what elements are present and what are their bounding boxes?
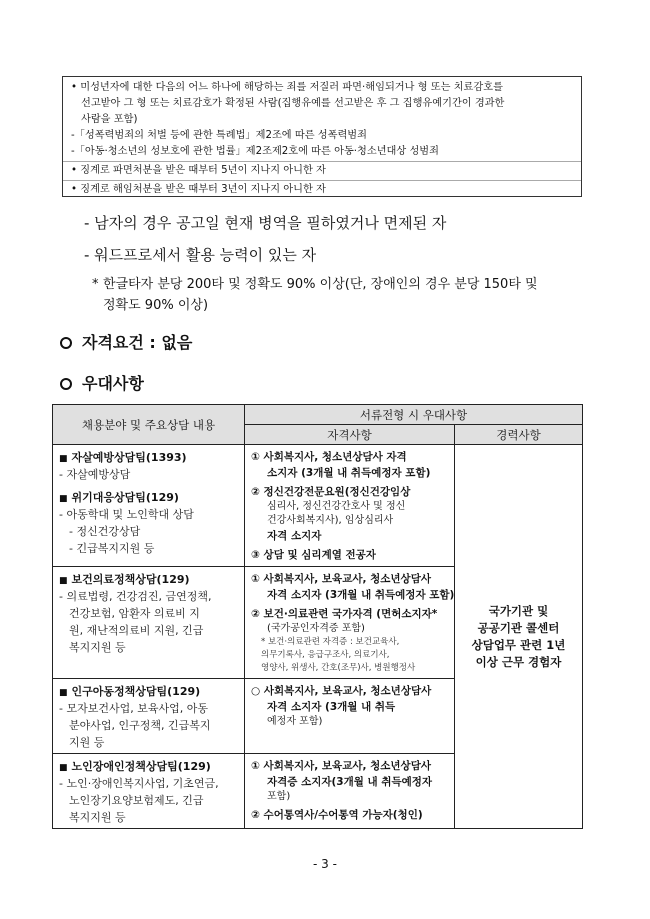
certification-cell	[245, 567, 455, 679]
circle-bullet-icon	[60, 378, 72, 390]
certification-line: 예정자 포함)	[267, 716, 323, 727]
table-row	[53, 445, 583, 567]
notice-line: • 징계로 파면처분을 받은 때부터 5년이 지나지 아니한 자	[71, 165, 326, 176]
team-title: ■ 자살예방상담팀(1393)	[59, 451, 187, 464]
header-certification: 자격사항	[245, 425, 455, 445]
duty-item: 복지지원 등	[69, 641, 126, 654]
certification-cell	[245, 445, 455, 567]
disqualification-notice-box	[62, 76, 582, 197]
duty-item: - 의료법령, 건강검진, 금연정책,	[59, 590, 212, 603]
team-title: ■ 보건의료정책상담(129)	[59, 573, 190, 586]
typing-note-line-1: 한글타자 분당 200타 및 정확도 90% 이상(단, 장애인의 경우 분당 150타 및	[103, 277, 538, 292]
preference-heading: 우대사항	[60, 371, 144, 394]
team-title: ■ 노인장애인정책상담팀(129)	[59, 760, 211, 773]
certification-line: 포함)	[267, 791, 291, 802]
circle-bullet-icon	[60, 337, 72, 349]
duty-item: 지원 등	[69, 736, 105, 749]
square-bullet-icon: ■	[59, 688, 68, 698]
certification-line: 자격 소지자 (3개월 내 취득예정자 포함)	[267, 589, 455, 601]
notice-line: -「아동·청소년의 성보호에 관한 법률」제2조제2호에 따른 아동·청소년대상 성범죄	[71, 146, 439, 157]
certification-cell	[245, 754, 455, 829]
certification-line: ○ 사회복지사, 보육교사, 청소년상담사	[251, 685, 432, 697]
qualification-heading: 자격요건 : 없음	[60, 330, 192, 353]
notice-line: 선고받아 그 형 또는 치료감호가 확정된 사람(집행유예를 선고받은 후 그 집행유예기간이 경과한	[81, 98, 505, 109]
team-title: ■ 위기대응상담팀(129)	[59, 491, 179, 504]
career-line: 상담업무 관련 1년	[471, 637, 566, 652]
duty-item: - 노인·장애인복지사업, 기초연금,	[59, 777, 219, 790]
duty-item: - 자살예방상담	[59, 468, 131, 481]
certification-line: (국가공인자격증 포함)	[267, 623, 365, 634]
certification-cell	[245, 679, 455, 754]
square-bullet-icon: ■	[59, 494, 68, 504]
square-bullet-icon: ■	[59, 454, 68, 464]
duty-item: - 아동학대 및 노인학대 상담	[59, 508, 194, 521]
duty-item: 복지지원 등	[69, 811, 126, 824]
career-line: 국가기관 및	[488, 603, 549, 618]
team-title: ■ 인구아동정책상담팀(129)	[59, 685, 201, 698]
page-number: - 3 -	[313, 857, 337, 871]
certification-line: 자격 소지자 (3개월 내 취득	[267, 701, 396, 713]
certification-line: ① 사회복지사, 청소년상담사 자격	[251, 451, 407, 463]
certification-line: ③ 상담 및 심리계열 전공자	[251, 549, 376, 561]
header-document-preference: 서류전형 시 우대사항	[245, 405, 583, 425]
header-field: 채용분야 및 주요상담 내용	[53, 405, 245, 445]
note-marker: *	[92, 277, 99, 292]
duty-item: - 정신건강상담	[69, 525, 141, 538]
notice-line: -「성폭력범죄의 처벌 등에 관한 특례법」제2조에 따른 성폭력범죄	[71, 130, 367, 141]
certification-line: ① 사회복지사, 보육교사, 청소년상담사	[251, 573, 431, 585]
certification-line: ② 수어통역사/수어통역 가능자(청인)	[251, 809, 423, 821]
field-cell	[53, 567, 245, 679]
header-career: 경력사항	[455, 425, 583, 445]
certification-line: 영양사, 위생사, 간호(조무)사, 병원행정사	[261, 663, 416, 673]
career-line: 공공기관 콜센터	[477, 620, 560, 635]
notice-line: • 징계로 해임처분을 받은 때부터 3년이 지나지 아니한 자	[71, 184, 326, 195]
certification-line: 심리사, 정신건강간호사 및 정신	[267, 501, 406, 512]
typing-note-line-2: 정확도 90% 이상)	[103, 298, 209, 313]
certification-line: ① 사회복지사, 보육교사, 청소년상담사	[251, 760, 431, 772]
field-cell	[53, 445, 245, 567]
duty-item: - 긴급복지지원 등	[69, 542, 155, 555]
career-line: 이상 근무 경험자	[475, 654, 562, 669]
field-cell	[53, 754, 245, 829]
certification-line: 자격증 소지자(3개월 내 취득예정자	[267, 776, 433, 788]
duty-item: - 모자보건사업, 보육사업, 아동	[59, 702, 208, 715]
square-bullet-icon: ■	[59, 763, 68, 773]
square-bullet-icon: ■	[59, 576, 68, 586]
certification-line: * 보건·의료관련 자격증 : 보건교육사,	[261, 637, 400, 647]
certification-line: 자격 소지자	[267, 530, 322, 542]
career-cell	[455, 445, 583, 829]
duty-item: 분야사업, 인구정책, 긴급복지	[69, 719, 211, 732]
duty-item: 건강보험, 암환자 의료비 지	[69, 607, 200, 620]
field-cell	[53, 679, 245, 754]
notice-line: • 미성년자에 대한 다음의 어느 하나에 해당하는 죄를 저질러 파면·해임되거나 형 또는 치료감호를	[71, 82, 503, 93]
certification-line: 소지자 (3개월 내 취득예정자 포함)	[267, 467, 431, 479]
certification-line: ② 정신건강전문요원(정신건강임상	[251, 486, 411, 498]
military-service-requirement: - 남자의 경우 공고일 현재 병역을 필하였거나 면제된 자	[84, 214, 447, 232]
word-processor-requirement: - 워드프로세서 활용 능력이 있는 자	[84, 246, 317, 264]
duty-item: 원, 재난적의료비 지원, 긴급	[69, 624, 204, 637]
certification-line: ② 보건·의료관련 국가자격 (면허소지자*	[251, 608, 438, 620]
certification-line: 의무기록사, 응급구조사, 의료기사,	[261, 650, 390, 660]
certification-line: 건강사회복지사), 임상심리사	[267, 515, 394, 526]
preference-table	[52, 404, 583, 829]
duty-item: 노인장기요양보험제도, 긴급	[69, 794, 204, 807]
notice-line: 사람을 포함)	[81, 114, 138, 125]
